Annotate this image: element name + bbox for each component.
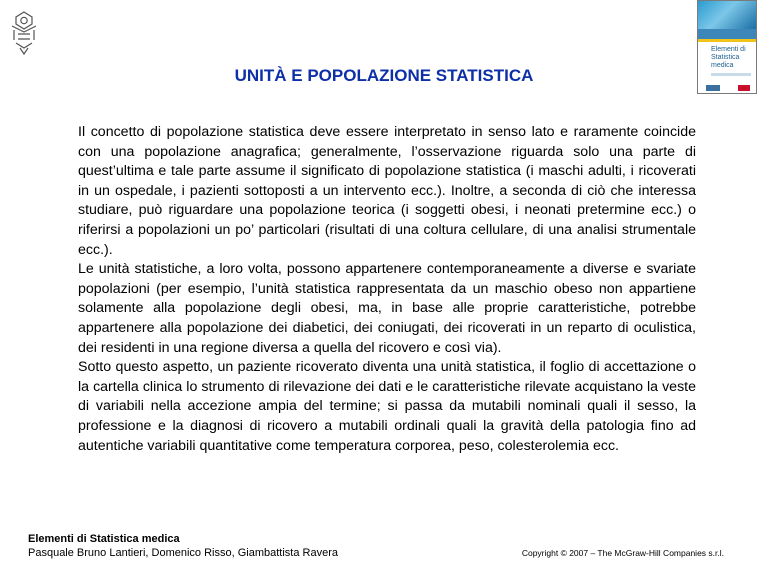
cover-photo [698,1,756,29]
body-paragraph: Il concetto di popolazione statistica deve essere interpretato in senso lato e raramente coincide con una popolazione anagrafica; generalmente, l’osservazione riguarda solo una parte di quest’ultima e tale parte assume il significato di popolazione statistica (i maschi adulti, i ricoverati in un ospedale, i pazienti sottoposti a un intervento ecc.). Inoltre, a seconda di ciò che interessa studiare, può riguardare una popolazione teorica (i soggetti obesi, i neonati pretermine ecc.) o riferirsi a popolazioni un po’ particolari (risultati di una coltura cellulare, di una analisi strumentale ecc.). [78,124,696,258]
slide-body [78,123,696,456]
seal-logo-icon [8,10,40,56]
body-paragraph: Le unità statistiche, a loro volta, possono appartenere contemporaneamente a diverse e svariate popolazioni (per esempio, l’unità statistica rappresentata da un maschio obeso non appartiene solamente alla popolazione degli obesi, ma, in base alle proprie caratteristiche, potrebbe appartenere alla popolazione dei diabetici, dei coniugati, dei ricoverati in un reparto di oculistica, dei residenti in una regione diversa a quella del ricovero e così via). [78,261,696,356]
body-paragraph: Sotto questo aspetto, un paziente ricoverato diventa una unità statistica, il foglio di accettazione o la cartella clinica lo strumento di rilevazione dei dati e le caratteristiche rilevate acquistano la veste di variabili nella accezione ampia del termine; si passa da mutabili nominali quali il sesso, la professione e la diagnosi di ricovero a mutabili ordinali quali la gravità della patologia fino ad autentiche variabili quantitative come temperatura corporea, peso, colesterolemia ecc. [78,359,696,454]
footer-copyright: Copyright © 2007 – The McGraw-Hill Companies s.r.l. [521,548,724,558]
cover-strip [698,39,756,42]
footer-authors: Pasquale Bruno Lantieri, Domenico Risso, Giambattista Ravera [28,547,338,559]
slide-title: UNITÀ E POPOLAZIONE STATISTICA [234,66,534,85]
cover-title: Elementi di Statistica medica [711,46,746,69]
footer-credits [28,532,338,560]
cover-band [698,29,756,39]
footer-book-title: Elementi di Statistica medica [28,533,180,545]
